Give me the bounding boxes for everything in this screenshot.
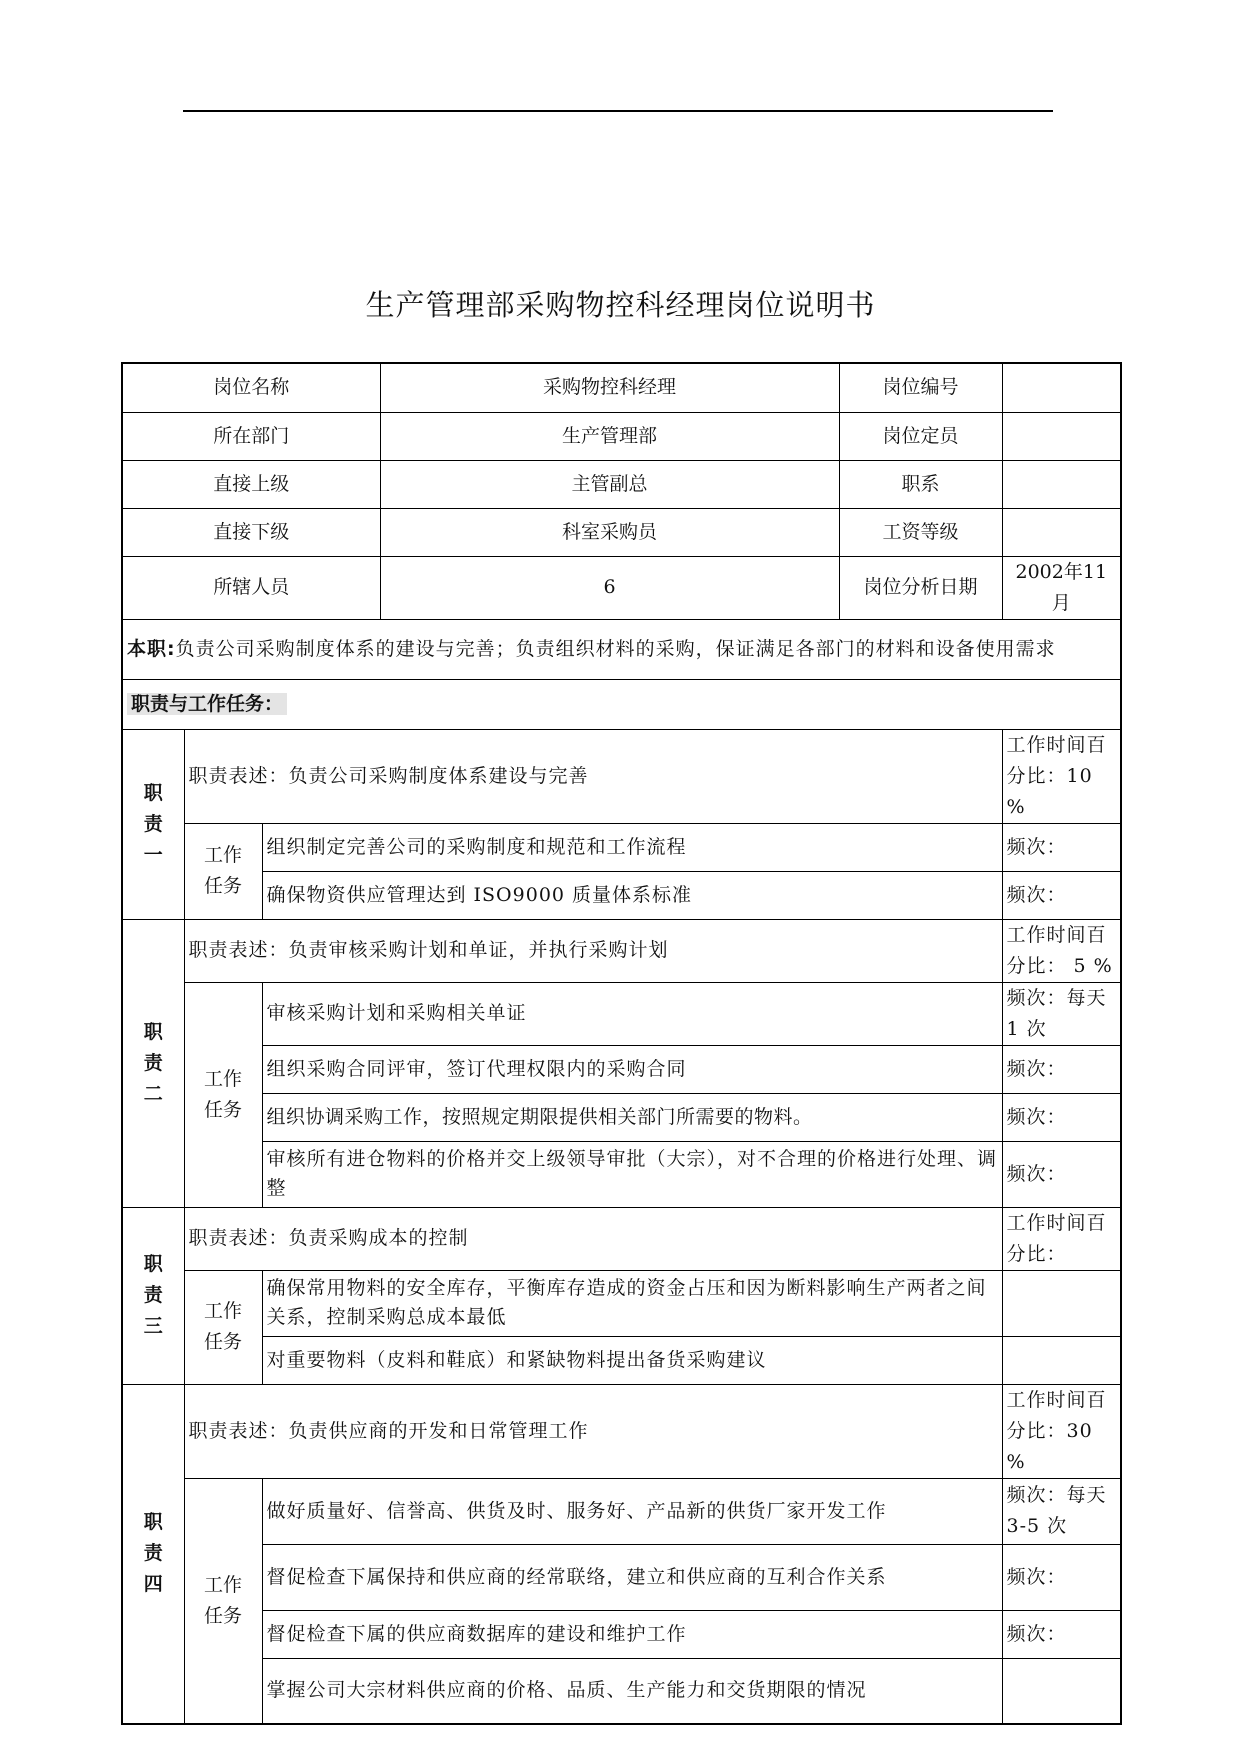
task-frequency: 频次： xyxy=(1002,1045,1121,1093)
role-summary xyxy=(122,619,1121,679)
duty-statement-row xyxy=(122,729,1121,823)
info-label: 职系 xyxy=(839,460,1002,508)
task-row xyxy=(122,1270,1121,1336)
info-label: 岗位定员 xyxy=(839,412,1002,460)
task-row xyxy=(122,1658,1121,1724)
info-value xyxy=(1002,363,1121,412)
info-label: 工资等级 xyxy=(839,508,1002,556)
duty-label: 职 责 二 xyxy=(122,919,184,1207)
task-text: 对重要物料（皮料和鞋底）和紧缺物料提出备货采购建议 xyxy=(262,1336,1002,1384)
duty-statement: 职责表述：负责采购成本的控制 xyxy=(184,1207,1002,1270)
duty-time-percent: 工作时间百分比： 5 % xyxy=(1002,919,1121,982)
task-frequency: 频次： xyxy=(1002,871,1121,919)
job-description-table xyxy=(121,362,1122,1725)
task-row xyxy=(122,1141,1121,1207)
task-row xyxy=(122,1544,1121,1610)
task-frequency: 频次： xyxy=(1002,1610,1121,1658)
task-label: 工作 任务 xyxy=(184,1478,262,1724)
duty-label: 职 责 一 xyxy=(122,729,184,919)
task-label: 工作 任务 xyxy=(184,982,262,1207)
task-text: 做好质量好、信誉高、供货及时、服务好、产品新的供货厂家开发工作 xyxy=(262,1478,1002,1544)
task-frequency: 频次：每天 1 次 xyxy=(1002,982,1121,1045)
duty-statement: 职责表述：负责审核采购计划和单证，并执行采购计划 xyxy=(184,919,1002,982)
task-text: 督促检查下属保持和供应商的经常联络，建立和供应商的互利合作关系 xyxy=(262,1544,1002,1610)
info-label: 岗位编号 xyxy=(839,363,1002,412)
task-frequency: 频次： xyxy=(1002,823,1121,871)
task-text: 组织协调采购工作，按照规定期限提供相关部门所需要的物料。 xyxy=(262,1093,1002,1141)
duty-statement-row xyxy=(122,1384,1121,1478)
info-value: 科室采购员 xyxy=(380,508,839,556)
info-value: 2002年11月 xyxy=(1002,556,1121,619)
task-frequency: 频次： xyxy=(1002,1544,1121,1610)
info-label: 直接上级 xyxy=(122,460,380,508)
info-row xyxy=(122,363,1121,412)
task-row xyxy=(122,1093,1121,1141)
task-frequency xyxy=(1002,1336,1121,1384)
task-text: 掌握公司大宗材料供应商的价格、品质、生产能力和交货期限的情况 xyxy=(262,1658,1002,1724)
info-label: 岗位分析日期 xyxy=(839,556,1002,619)
header-rule xyxy=(183,110,1053,112)
task-frequency xyxy=(1002,1658,1121,1724)
info-row xyxy=(122,460,1121,508)
task-frequency: 频次： xyxy=(1002,1141,1121,1207)
section-title: 职责与工作任务： xyxy=(127,693,287,715)
task-text: 审核所有进仓物料的价格并交上级领导审批（大宗），对不合理的价格进行处理、调整 xyxy=(262,1141,1002,1207)
info-value: 6 xyxy=(380,556,839,619)
info-label: 所在部门 xyxy=(122,412,380,460)
duty-statement-row xyxy=(122,919,1121,982)
info-value: 生产管理部 xyxy=(380,412,839,460)
role-text: 负责公司采购制度体系的建设与完善；负责组织材料的采购，保证满足各部门的材料和设备使用需求 xyxy=(175,638,1056,660)
info-label: 所辖人员 xyxy=(122,556,380,619)
task-row xyxy=(122,823,1121,871)
task-frequency: 频次： xyxy=(1002,1093,1121,1141)
task-row xyxy=(122,871,1121,919)
task-row xyxy=(122,1045,1121,1093)
task-text: 督促检查下属的供应商数据库的建设和维护工作 xyxy=(262,1610,1002,1658)
info-label: 直接下级 xyxy=(122,508,380,556)
task-text: 确保物资供应管理达到 ISO9000 质量体系标准 xyxy=(262,871,1002,919)
task-frequency: 频次：每天 3-5 次 xyxy=(1002,1478,1121,1544)
task-text: 确保常用物料的安全库存，平衡库存造成的资金占压和因为断料影响生产两者之间关系，控制采购总成本最低 xyxy=(262,1270,1002,1336)
task-label: 工作 任务 xyxy=(184,1270,262,1384)
task-row xyxy=(122,982,1121,1045)
info-value xyxy=(1002,460,1121,508)
info-row xyxy=(122,508,1121,556)
role-label: 本职: xyxy=(127,638,176,660)
task-text: 审核采购计划和采购相关单证 xyxy=(262,982,1002,1045)
task-row xyxy=(122,1610,1121,1658)
info-value: 采购物控科经理 xyxy=(380,363,839,412)
document-title: 生产管理部采购物控科经理岗位说明书 xyxy=(365,288,876,322)
info-value: 主管副总 xyxy=(380,460,839,508)
duty-statement: 职责表述：负责公司采购制度体系建设与完善 xyxy=(184,729,1002,823)
info-row xyxy=(122,556,1121,619)
info-row xyxy=(122,412,1121,460)
info-label: 岗位名称 xyxy=(122,363,380,412)
task-label: 工作 任务 xyxy=(184,823,262,919)
task-frequency xyxy=(1002,1270,1121,1336)
duty-label: 职 责 三 xyxy=(122,1207,184,1384)
info-value xyxy=(1002,412,1121,460)
task-row xyxy=(122,1478,1121,1544)
section-header-row xyxy=(122,679,1121,729)
task-text: 组织采购合同评审，签订代理权限内的采购合同 xyxy=(262,1045,1002,1093)
duty-label: 职 责 四 xyxy=(122,1384,184,1724)
duty-time-percent: 工作时间百分比： xyxy=(1002,1207,1121,1270)
role-row xyxy=(122,619,1121,679)
info-value xyxy=(1002,508,1121,556)
task-row xyxy=(122,1336,1121,1384)
duty-statement: 职责表述：负责供应商的开发和日常管理工作 xyxy=(184,1384,1002,1478)
task-text: 组织制定完善公司的采购制度和规范和工作流程 xyxy=(262,823,1002,871)
duty-statement-row xyxy=(122,1207,1121,1270)
duty-time-percent: 工作时间百分比：30 % xyxy=(1002,1384,1121,1478)
duty-time-percent: 工作时间百分比：10 % xyxy=(1002,729,1121,823)
section-header-cell xyxy=(122,679,1121,729)
